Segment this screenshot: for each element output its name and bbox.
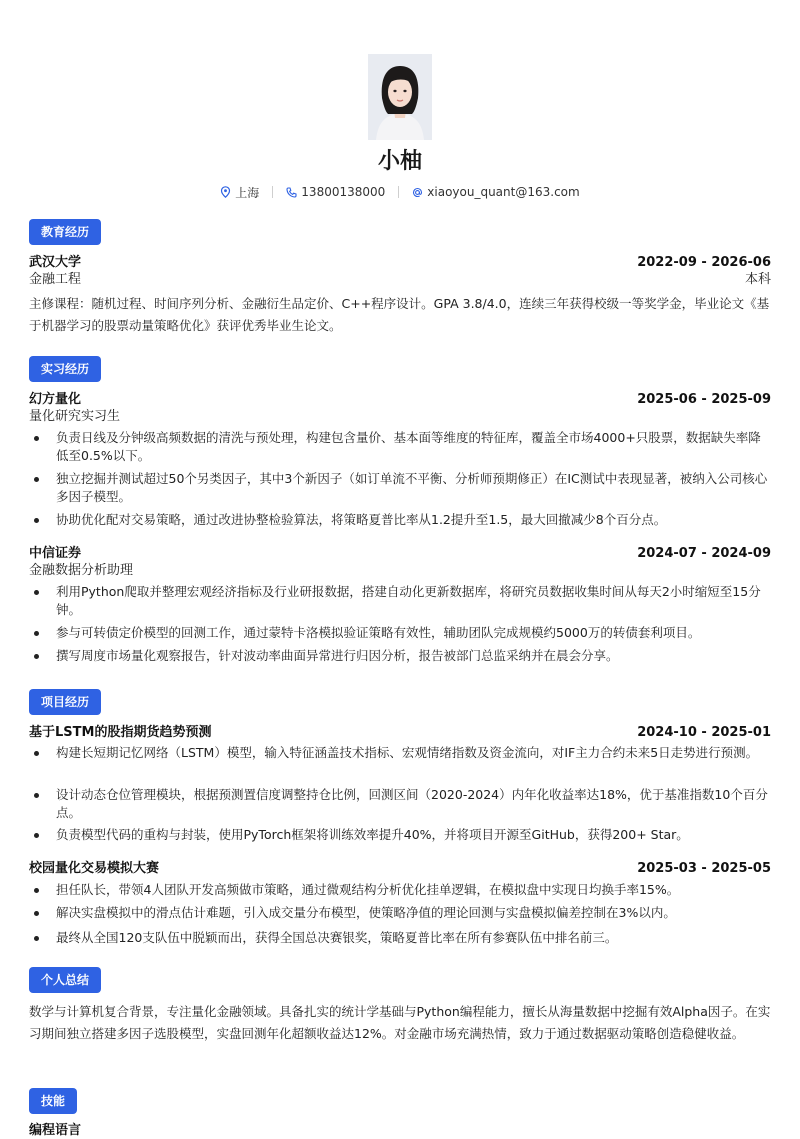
internship-period: 2025-06 - 2025-09	[637, 392, 771, 407]
bullet-text: 构建长短期记忆网络（LSTM）模型，输入特征涵盖技术指标、宏观情绪指数及资金流向，对IF主力合约未来5日走势进行预测。	[56, 745, 759, 760]
list-item	[29, 881, 773, 899]
phone-text: 13800138000	[301, 185, 386, 199]
list-item	[29, 624, 773, 642]
job-role: 量化研究实习生	[29, 409, 121, 424]
list-item	[29, 904, 773, 922]
education-header-row	[29, 254, 771, 271]
bullet-dot	[34, 936, 39, 941]
bullet-text: 最终从全国120支队伍中脱颖而出，获得全国总决赛银奖，策略夏普比率在所有参赛队伍中排名前三。	[56, 930, 618, 945]
project-header-row	[29, 724, 771, 741]
internship-header-row	[29, 391, 771, 408]
list-item	[29, 929, 773, 947]
avatar	[368, 54, 432, 140]
bullet-text: 负责日线及分钟级高频数据的清洗与预处理，构建包含量价、基本面等维度的特征库，覆盖全市场4000+只股票，数据缺失率降低至0.5%以下。	[56, 430, 761, 463]
bullet-dot	[34, 436, 39, 441]
internship-role-row	[29, 408, 771, 425]
section-summary-heading: 个人总结	[29, 967, 101, 993]
school-name: 武汉大学	[29, 255, 82, 270]
bullet-text: 独立挖掘并测试超过50个另类因子，其中3个新因子（如订单流不平衡、分析师预期修正）在IC测试中表现显著，被纳入公司核心多因子模型。	[56, 471, 768, 504]
project-header-row	[29, 860, 771, 877]
bullet-text: 负责模型代码的重构与封装，使用PyTorch框架将训练效率提升40%，并将项目开源至GitHub，获得200+ Star。	[56, 827, 689, 842]
section-skills-heading: 技能	[29, 1088, 77, 1114]
bullet-dot	[34, 477, 39, 482]
bullet-dot	[34, 751, 39, 756]
project-period: 2024-10 - 2025-01	[637, 725, 771, 740]
education-description: 主修课程：随机过程、时间序列分析、金融衍生品定价、C++程序设计。GPA 3.8/4.0，连续三年获得校级一等奖学金，毕业论文《基于机器学习的股票动量策略优化》获评优秀毕业生论文。	[29, 296, 770, 333]
skills-subheading-row	[29, 1122, 771, 1139]
project-period: 2025-03 - 2025-05	[637, 861, 771, 876]
profile-photo	[368, 54, 432, 140]
education-period: 2022-09 - 2026-06	[637, 255, 771, 270]
at-sign-icon	[412, 187, 423, 198]
section-internship-heading: 实习经历	[29, 356, 101, 382]
phone	[286, 185, 385, 199]
skills-subheading: 编程语言	[29, 1123, 82, 1138]
summary-text: 数学与计算机复合背景，专注量化金融领域。具备扎实的统计学基础与Python编程能力，擅长从海量数据中挖掘有效Alpha因子。在实习期间独立搭建多因子选股模型，实盘回测年化超额收益达12%。对金融市场充满热情，致力于通过数据驱动策略创造稳健收益。	[29, 1004, 771, 1041]
company-name: 中信证券	[29, 546, 82, 561]
list-item	[29, 583, 773, 619]
section-projects-heading: 项目经历	[29, 689, 101, 715]
bullet-dot	[34, 631, 39, 636]
list-item	[29, 429, 773, 465]
bullet-dot	[34, 518, 39, 523]
list-item	[29, 744, 773, 762]
major: 金融工程	[29, 272, 82, 287]
bullet-text: 协助优化配对交易策略，通过改进协整检验算法，将策略夏普比率从1.2提升至1.5，最大回撤减少8个百分点。	[56, 512, 667, 527]
bullet-dot	[34, 888, 39, 893]
phone-icon	[286, 187, 297, 198]
internship-period: 2024-07 - 2024-09	[637, 546, 771, 561]
list-item	[29, 826, 773, 844]
bullet-text: 担任队长，带领4人团队开发高频做市策略，通过微观结构分析优化挂单逻辑，在模拟盘中实现日均换手率15%。	[56, 882, 680, 897]
bullet-text: 解决实盘模拟中的滑点估计难题，引入成交量分布模型，使策略净值的理论回测与实盘模拟偏差控制在3%以内。	[56, 905, 676, 920]
job-role: 金融数据分析助理	[29, 563, 134, 578]
contact-info	[0, 182, 800, 202]
bullet-dot	[34, 793, 39, 798]
internship-role-row	[29, 562, 771, 579]
bullet-dot	[34, 654, 39, 659]
bullet-text: 参与可转债定价模型的回测工作，通过蒙特卡洛模拟验证策略有效性，辅助团队完成规模约5000万的转债套利项目。	[56, 625, 701, 640]
divider	[272, 186, 273, 198]
bullet-text: 利用Python爬取并整理宏观经济指标及行业研报数据，搭建自动化更新数据库，将研究员数据收集时间从每天2小时缩短至15分钟。	[56, 584, 761, 617]
divider	[398, 186, 399, 198]
bullet-text: 设计动态仓位管理模块，根据预测置信度调整持仓比例，回测区间（2020-2024）内年化收益率达18%，优于基准指数10个百分点。	[56, 787, 768, 820]
bullet-text: 撰写周度市场量化观察报告，针对波动率曲面异常进行归因分析，报告被部门总监采纳并在晨会分享。	[56, 648, 619, 663]
candidate-name: 小柚	[377, 149, 422, 174]
bullet-dot	[34, 911, 39, 916]
project-title: 校园量化交易模拟大赛	[29, 861, 160, 876]
degree: 本科	[744, 272, 771, 287]
bullet-dot	[34, 590, 39, 595]
list-item	[29, 511, 773, 529]
email-text: xiaoyou_quant@163.com	[427, 185, 580, 199]
section-education-heading: 教育经历	[29, 219, 101, 245]
location-pin-icon	[220, 186, 231, 198]
list-item	[29, 470, 773, 506]
list-item	[29, 647, 773, 665]
internship-header-row	[29, 545, 771, 562]
location-text: 上海	[235, 185, 260, 200]
location	[220, 184, 259, 201]
project-title: 基于LSTM的股指期货趋势预测	[29, 725, 212, 740]
list-item	[29, 786, 773, 822]
bullet-dot	[34, 833, 39, 838]
company-name: 幻方量化	[29, 392, 82, 407]
education-sub-row	[29, 271, 771, 288]
email[interactable]	[412, 185, 579, 199]
